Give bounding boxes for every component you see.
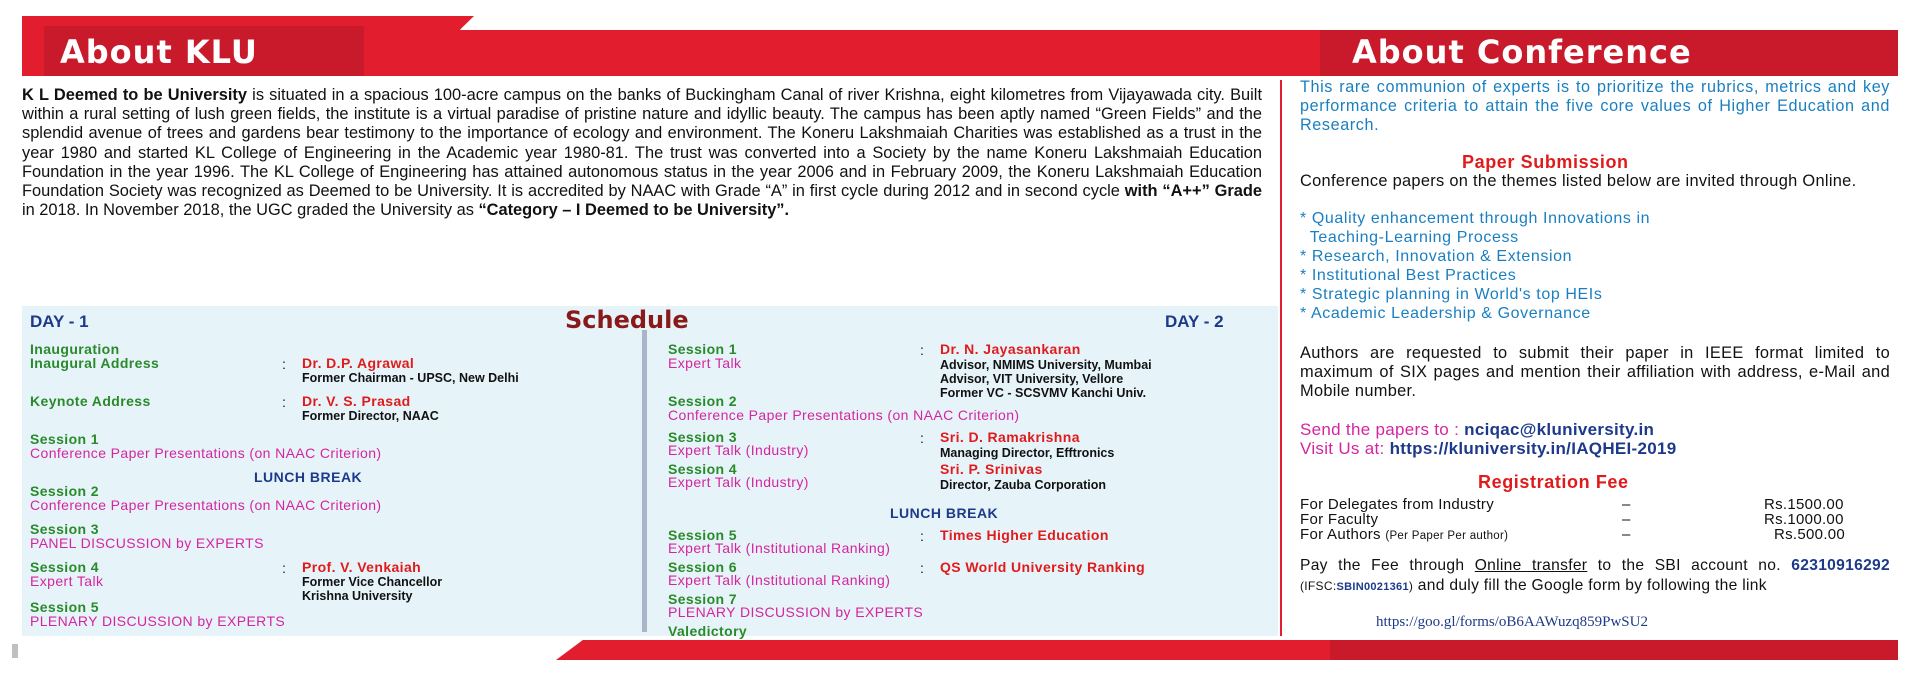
klu-intro-paragraph: [22, 86, 1262, 220]
payment-instructions: [1300, 556, 1890, 597]
theme-item: Teaching-Learning Process: [1300, 229, 1519, 246]
d2-session3-desc: Expert Talk (Industry): [668, 442, 809, 458]
d2-session7-desc: PLENARY DISCUSSION by EXPERTS: [668, 604, 924, 620]
d2-j-role1: Advisor, NMIMS University, Mumbai: [940, 358, 1152, 372]
category-highlight: “Category – I Deemed to be University”.: [478, 201, 790, 220]
grade-highlight: with “A++” Grade: [1124, 182, 1263, 201]
colon: :: [920, 342, 924, 358]
d1-venkaiah-role1: Former Vice Chancellor: [302, 575, 443, 589]
colon: :: [282, 560, 286, 576]
schedule-title: Schedule: [565, 306, 689, 334]
theme-item: * Research, Innovation & Extension: [1300, 248, 1573, 265]
send-papers-line: [1300, 420, 1654, 440]
d1-keynote: Keynote Address: [30, 393, 151, 409]
google-form-link[interactable]: https://goo.gl/forms/oB6AAWuzq859PwSU2: [1376, 614, 1648, 630]
d2-jayasankaran: Dr. N. Jayasankaran: [940, 341, 1081, 357]
d1-session5-desc: PLENARY DISCUSSION by EXPERTS: [30, 613, 286, 629]
d1-venkaiah-role2: Krishna University: [302, 589, 413, 603]
fee-amount: Rs.500.00: [1774, 526, 1846, 543]
fee-amount: Rs.1000.00: [1764, 511, 1844, 528]
d2-session1: Session 1: [668, 341, 737, 357]
visit-line: [1300, 439, 1677, 459]
d2-session5-desc: Expert Talk (Institutional Ranking): [668, 540, 891, 556]
d2-j-role3: Former VC - SCSVMV Kanchi Univ.: [940, 386, 1147, 400]
fee-label: [1300, 526, 1508, 543]
fee-label: For Delegates from Industry: [1300, 496, 1495, 513]
pay-text: to the SBI account no.: [1587, 557, 1792, 574]
fee-dash: –: [1622, 496, 1631, 513]
d2-session6-desc: Expert Talk (Institutional Ranking): [668, 572, 891, 588]
fee-dash: –: [1622, 526, 1631, 543]
colon: :: [282, 356, 286, 372]
d1-venkaiah: Prof. V. Venkaiah: [302, 559, 422, 575]
d2-session2-desc: Conference Paper Presentations (on NAAC Criterion): [668, 407, 1020, 423]
d2-srinivas: Sri. P. Srinivas: [940, 461, 1043, 477]
d2-j-role2: Advisor, VIT University, Vellore: [940, 372, 1124, 386]
about-klu-title: About KLU: [60, 33, 258, 71]
ifsc-code: SBIN0021361: [1336, 581, 1409, 593]
d2-ramakrishna-role: Managing Director, Efftronics: [940, 446, 1115, 460]
fee-label-text: For Authors: [1300, 526, 1386, 543]
d1-agrawal-role: Former Chairman - UPSC, New Delhi: [302, 371, 519, 385]
theme-item: * Strategic planning in World's top HEIs: [1300, 286, 1603, 303]
d2-lunch-break: LUNCH BREAK: [890, 505, 999, 521]
d1-session3-desc: PANEL DISCUSSION by EXPERTS: [30, 535, 264, 551]
d2-valedictory: Valedictory: [668, 623, 748, 639]
d2-session5: Session 5: [668, 527, 737, 543]
column-divider: [1280, 80, 1282, 636]
d2-ramakrishna: Sri. D. Ramakrishna: [940, 429, 1080, 445]
account-number: 62310916292: [1791, 557, 1890, 574]
send-label: Send the papers to :: [1300, 420, 1465, 439]
schedule-panel: [22, 306, 1278, 636]
d1-prasad: Dr. V. S. Prasad: [302, 393, 411, 409]
pay-text: Pay the Fee through: [1300, 557, 1475, 574]
colon: :: [920, 560, 924, 576]
day2-label: DAY - 2: [1165, 312, 1224, 331]
schedule-divider: [642, 330, 647, 632]
theme-item: * Quality enhancement through Innovations in: [1300, 210, 1651, 227]
fee-dash: –: [1622, 511, 1631, 528]
paper-submission-text: Conference papers on the themes listed below are invited through Online.: [1300, 172, 1857, 190]
theme-item: * Academic Leadership & Governance: [1300, 305, 1591, 322]
intro-text: is situated in a spacious 100-acre campus on the banks of Buckingham Canal of river Krishna, eight kilometres from Vijayawada city. Built within a rural setting of lush green fields, the institute is a virtual paradise of pristine nature and idyllic beauty. The campus has been aptly named “Green Fields” and the splendid avenue of trees and gardens bear testimony to the importance of ecology and environment. The Koneru Lakshmaiah Charities was established as a trust in the year 1980 and started KL College of Engineering in the Academic year 1980-81. The trust was converted into a Society by the name Koneru Lakshmaiah Education Foundation in the year 1996. The KL College of Engineering has attained autonomous status in the year 2006 and in February 2009, the Koneru Lakshmaiah Education Foundation Society was recognized as Deemed to be University. It is accredited by NAAC with Grade “A” in first cycle during 2012 and in second cycle: [22, 86, 1262, 201]
conference-intro: This rare communion of experts is to prioritize the rubrics, metrics and key performance criteria to attain the five core values of Higher Education and Research.: [1300, 78, 1890, 134]
fee-label: For Faculty: [1300, 511, 1379, 528]
d1-session3: Session 3: [30, 521, 99, 537]
fee-amount: Rs.1500.00: [1764, 496, 1844, 513]
d1-inauguration: Inauguration: [30, 341, 120, 357]
colon: :: [920, 430, 924, 446]
d1-session1: Session 1: [30, 431, 99, 447]
online-transfer: Online transfer: [1474, 557, 1588, 574]
d2-session4-desc: Expert Talk (Industry): [668, 474, 809, 490]
d2-qs-ranking: QS World University Ranking: [940, 559, 1146, 575]
d1-session1-desc: Conference Paper Presentations (on NAAC Criterion): [30, 445, 382, 461]
colon: :: [282, 394, 286, 410]
d2-times-higher-education: Times Higher Education: [940, 527, 1109, 543]
d2-session4: Session 4: [668, 461, 737, 477]
d1-session4: Session 4: [30, 559, 99, 575]
registration-fee-heading: Registration Fee: [1478, 472, 1629, 492]
footer-band-accent: [1330, 640, 1898, 660]
about-conference-title: About Conference: [1352, 33, 1692, 71]
d1-prasad-role: Former Director, NAAC: [302, 409, 439, 423]
d1-session5: Session 5: [30, 599, 99, 615]
theme-item: * Institutional Best Practices: [1300, 267, 1517, 284]
d2-session3: Session 3: [668, 429, 737, 445]
d1-session2-desc: Conference Paper Presentations (on NAAC Criterion): [30, 497, 382, 513]
colon: :: [920, 528, 924, 544]
ifsc-close: ): [1408, 579, 1414, 593]
submission-email-link[interactable]: nciqac@kluniversity.in: [1464, 420, 1655, 439]
d1-inaugural-address: Inaugural Address: [30, 355, 160, 371]
day1-label: DAY - 1: [30, 312, 89, 331]
visit-label: Visit Us at:: [1300, 439, 1390, 458]
d1-agrawal: Dr. D.P. Agrawal: [302, 355, 415, 371]
ifsc-open: (IFSC:: [1300, 579, 1337, 593]
pay-text: and duly fill the Google form by following the link: [1413, 577, 1767, 594]
paper-submission-heading: Paper Submission: [1462, 152, 1629, 172]
intro-text-2: in 2018. In November 2018, the UGC graded the University as: [22, 201, 479, 220]
d2-session7: Session 7: [668, 591, 737, 607]
footer-mark: [12, 644, 18, 658]
d2-session6: Session 6: [668, 559, 737, 575]
d2-srinivas-role: Director, Zauba Corporation: [940, 478, 1106, 492]
fee-note: (Per Paper Per author): [1385, 530, 1509, 542]
d2-session1-desc: Expert Talk: [668, 355, 742, 371]
d1-session2: Session 2: [30, 483, 99, 499]
d1-lunch-break: LUNCH BREAK: [254, 469, 363, 485]
authors-instructions: Authors are requested to submit their paper in IEEE format limited to maximum of SIX pages and mention their affiliation with address, e-Mail and Mobile number.: [1300, 344, 1890, 400]
klu-name: K L Deemed to be University: [22, 86, 248, 104]
website-link[interactable]: https://kluniversity.in/IAQHEI-2019: [1389, 439, 1677, 458]
d1-session4-desc: Expert Talk: [30, 573, 104, 589]
d2-session2: Session 2: [668, 393, 737, 409]
